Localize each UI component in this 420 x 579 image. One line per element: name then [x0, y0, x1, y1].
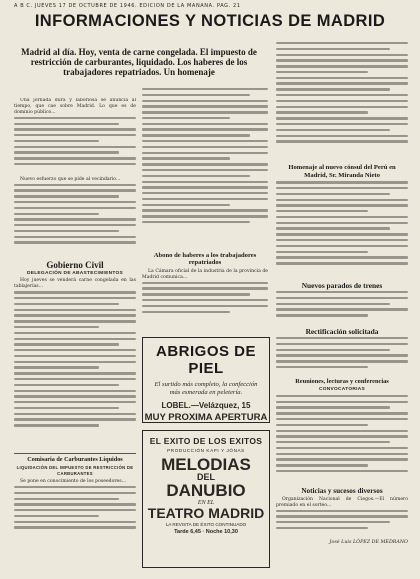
haberes-heading: Abono de haberes a los trabajadores repatriados	[153, 252, 257, 267]
rectificacion-heading: Rectificación solicitada	[305, 327, 379, 337]
gov-civil-text: Hoy jueves se venderá carne congelada en las tablajerías...	[14, 278, 136, 290]
carburantes-heading: Comisaria de Carburantes Líquidos	[27, 456, 123, 464]
column-1	[14, 98, 136, 568]
ad2-venue: TEATRO MADRID	[147, 505, 265, 521]
deck-headline: Madrid al día. Hoy, venta de carne congelada. El impuesto de restricción de carburantes, liquidado. Los haberes de los trabajadores repatriados. Un homenaje	[21, 47, 257, 77]
gov-civil-subheading: DELEGACIÓN DE ABASTECIMIENTOS	[26, 270, 124, 276]
ad2-producer: PRODUCCIÓN KAPI Y JÓNAS	[167, 448, 245, 453]
ad1-headline: ABRIGOS DE PIEL	[155, 343, 256, 377]
carburantes-text: Se pone en conocimiento de los poseedores...	[20, 479, 127, 485]
ad1-tagline: El surtido más completo, la confección más esmerada en peletería.	[154, 381, 258, 396]
ad2-showtimes: Tarde 6,45 · Noche 10,30	[174, 529, 238, 535]
reuniones-heading: Reuniones, lecturas y conferencias	[295, 378, 389, 385]
col3-text-block-5	[276, 395, 408, 487]
ad2-note: LA REVISTA DE ÉXITO CONTINUADO	[165, 522, 247, 527]
haberes-text: La Cámara oficial de la industria de la provincia de Madrid comunica...	[142, 268, 268, 280]
signature: José Luis LÓPEZ DE MEDRANO	[329, 539, 408, 545]
varias-text: Organización Nacional de Ciegos.—El número premiado en el sorteo...	[276, 496, 408, 508]
col1-text-block-2	[14, 184, 136, 260]
column-3	[276, 42, 408, 570]
varias-heading: Noticias y sucesos diversos	[301, 486, 383, 495]
col1-intro: Una jornada dura y laboriosa se anuncia al tiempo, que cae sobre Madrid. Lo que es de dominio público...	[14, 98, 136, 115]
column-2-top	[142, 88, 268, 248]
col2-text-block-2	[142, 282, 268, 322]
ad1-opening: MUY PROXIMA APERTURA	[144, 412, 268, 423]
col2-text-block-1	[142, 88, 268, 248]
homenaje-heading: Homenaje al nuevo cónsul del Perú en Madrid, Sr. Miranda Nieto	[288, 164, 396, 179]
page-header: A B C. JUEVES 17 DE OCTUBRE DE 1946. EDICION DE LA MAÑANA. PAG. 21	[14, 3, 241, 9]
col1-text-block-4	[14, 486, 136, 546]
reuniones-subheading: CONVOCATORIAS	[318, 386, 366, 392]
col3-text-block-2	[276, 181, 408, 281]
ad2-title-1: MELODIAS	[161, 455, 251, 474]
col1-text-block-3	[14, 291, 136, 451]
main-title: INFORMACIONES Y NOTICIAS DE MADRID	[34, 12, 386, 30]
ad1-address: LOBEL.—Velázquez, 15	[161, 401, 251, 410]
gov-civil-heading: Gobierno Civil	[46, 259, 104, 270]
ad2-en-el: EN EL	[197, 500, 215, 506]
col3-text-block-3	[276, 291, 408, 327]
trenes-heading: Nuevos parados de trenes	[301, 281, 383, 291]
carburantes-subheading: LIQUIDACIÓN DEL IMPUESTO DE RESTRICCIÓN DE CARBURANTES	[16, 465, 134, 477]
ad-abrigos-de-piel	[142, 337, 270, 423]
col3-text-block-1	[276, 42, 408, 162]
ad2-title-2: DEL	[197, 472, 215, 482]
col3-text-block-4	[276, 337, 408, 377]
haberes-article	[142, 252, 268, 322]
ad2-headline: EL EXITO DE LOS EXITOS	[149, 436, 263, 446]
col3-text-block-6	[276, 510, 408, 540]
ad2-title-3: DANUBIO	[166, 481, 246, 500]
col1-paragraph-2: Nuevo esfuerzo que se pide al vecindario...	[20, 176, 121, 182]
col1-text-block-1	[14, 117, 136, 177]
ad-melodias-del-danubio	[142, 430, 270, 568]
